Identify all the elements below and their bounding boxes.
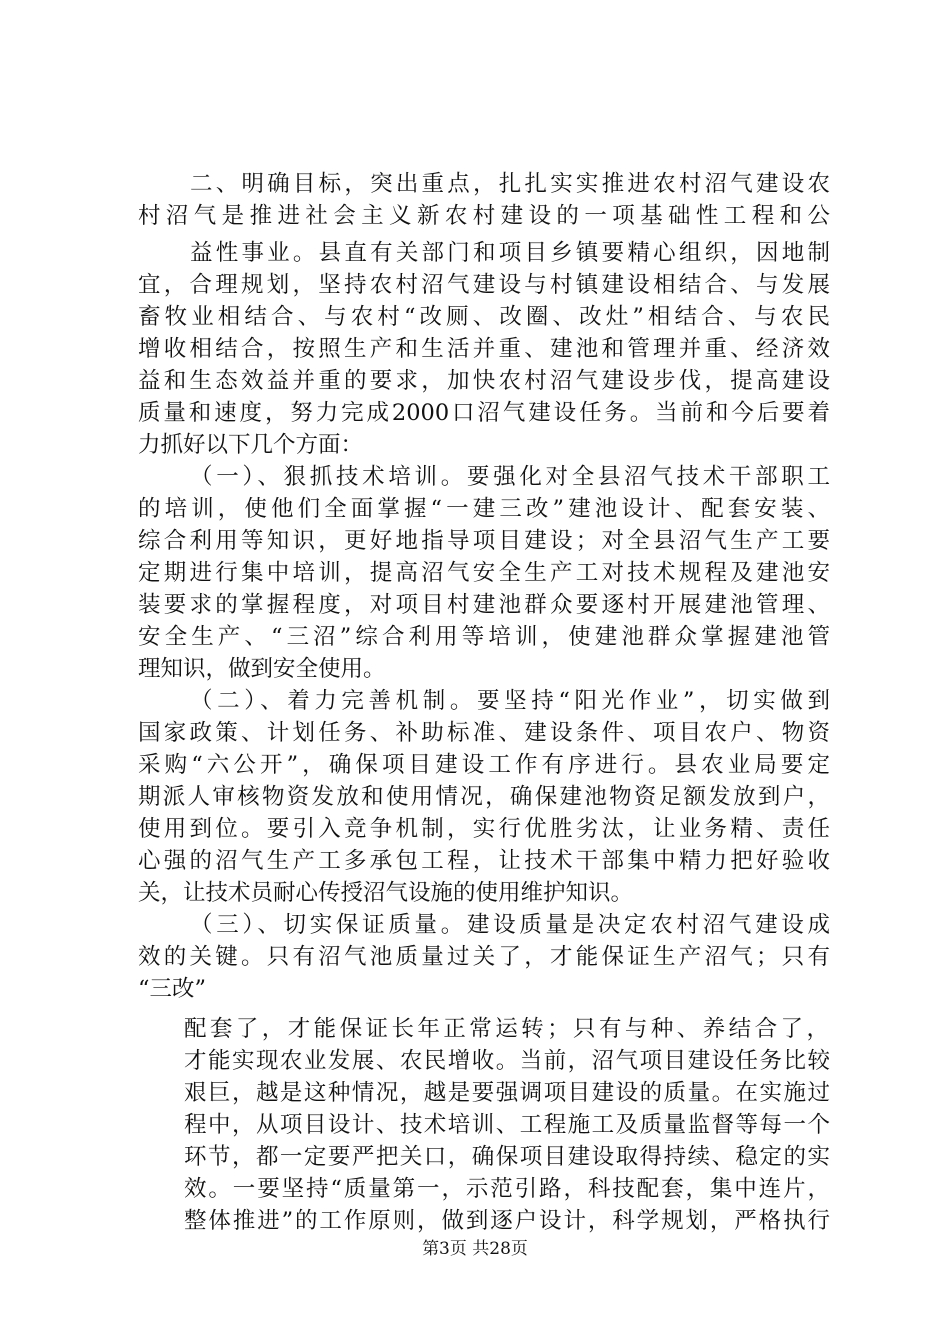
text-line: 理知识，做到安全使用。 [138, 656, 386, 682]
text-line: 村沼气是推进社会主义新农村建设的一项基础性工程和公 [138, 203, 830, 229]
text-line: 效。一要坚持“质量第一，示范引路，科技配套，集中连片， [184, 1176, 830, 1202]
text-line: 畜牧业相结合、与农村“改厕、改圈、改灶”相结合、与农民 [138, 304, 830, 330]
text-line: “三改” [138, 976, 207, 1002]
text-line: 效的关键。只有沼气池质量过关了，才能保证生产沼气；只有 [138, 944, 830, 970]
text-line: 二、明确目标，突出重点，扎扎实实推进农村沼气建设农 [190, 171, 830, 197]
page-number-footer: 第3页 共28页 [422, 1239, 528, 1259]
text-line: 整体推进”的工作原则，做到逐户设计，科学规划，严格执行 [184, 1208, 830, 1234]
text-line: （一）、狠抓技术培训。要强化对全县沼气技术干部职工 [190, 464, 830, 490]
text-line: 心强的沼气生产工多承包工程，让技术干部集中精力把好验收 [138, 848, 830, 874]
text-line: 关，让技术员耐心传授沼气设施的使用维护知识。 [138, 880, 634, 906]
text-line: 使用到位。要引入竞争机制，实行优胜劣汰，让业务精、责任 [138, 816, 830, 842]
text-line: 综合利用等知识，更好地指导项目建设；对全县沼气生产工要 [138, 528, 830, 554]
text-line: 采购“六公开”，确保项目建设工作有序进行。县农业局要定 [138, 752, 830, 778]
text-line: 的培训，使他们全面掌握“一建三改”建池设计、配套安装、 [138, 496, 830, 522]
text-line: 环节，都一定要严把关口，确保项目建设取得持续、稳定的实 [184, 1144, 830, 1170]
text-line: 配套了，才能保证长年正常运转；只有与种、养结合了， [184, 1016, 829, 1042]
text-line: 定期进行集中培训，提高沼气安全生产工对技术规程及建池安 [138, 560, 830, 586]
text-line: 力抓好以下几个方面： [138, 432, 364, 458]
text-line: （三）、切实保证质量。建设质量是决定农村沼气建设成 [190, 912, 830, 938]
text-line: 期派人审核物资发放和使用情况，确保建池物资足额发放到户， [138, 784, 830, 810]
text-line: 国家政策、计划任务、补助标准、建设条件、项目农户、物资 [138, 720, 830, 746]
text-line: 艰巨，越是这种情况，越是要强调项目建设的质量。在实施过 [184, 1080, 830, 1106]
text-line: 增收相结合，按照生产和生活并重、建池和管理并重、经济效 [138, 336, 830, 362]
text-line: 才能实现农业发展、农民增收。当前，沼气项目建设任务比较 [184, 1048, 830, 1074]
text-line: 安全生产、“三沼”综合利用等培训，使建池群众掌握建池管 [138, 624, 830, 650]
text-line: 宜，合理规划，坚持农村沼气建设与村镇建设相结合、与发展 [138, 272, 830, 298]
text-line: 质量和速度，努力完成2000口沼气建设任务。当前和今后要着 [138, 400, 830, 426]
text-line: 装要求的掌握程度，对项目村建池群众要逐村开展建池管理、 [138, 592, 830, 618]
text-line: 程中，从项目设计、技术培训、工程施工及质量监督等每一个 [184, 1112, 830, 1138]
text-line: 益和生态效益并重的要求，加快农村沼气建设步伐，提高建设 [138, 368, 830, 394]
text-line: 益性事业。县直有关部门和项目乡镇要精心组织，因地制 [190, 240, 830, 266]
text-line: （二）、着力完善机制。要坚持“阳光作业”，切实做到 [190, 688, 830, 714]
